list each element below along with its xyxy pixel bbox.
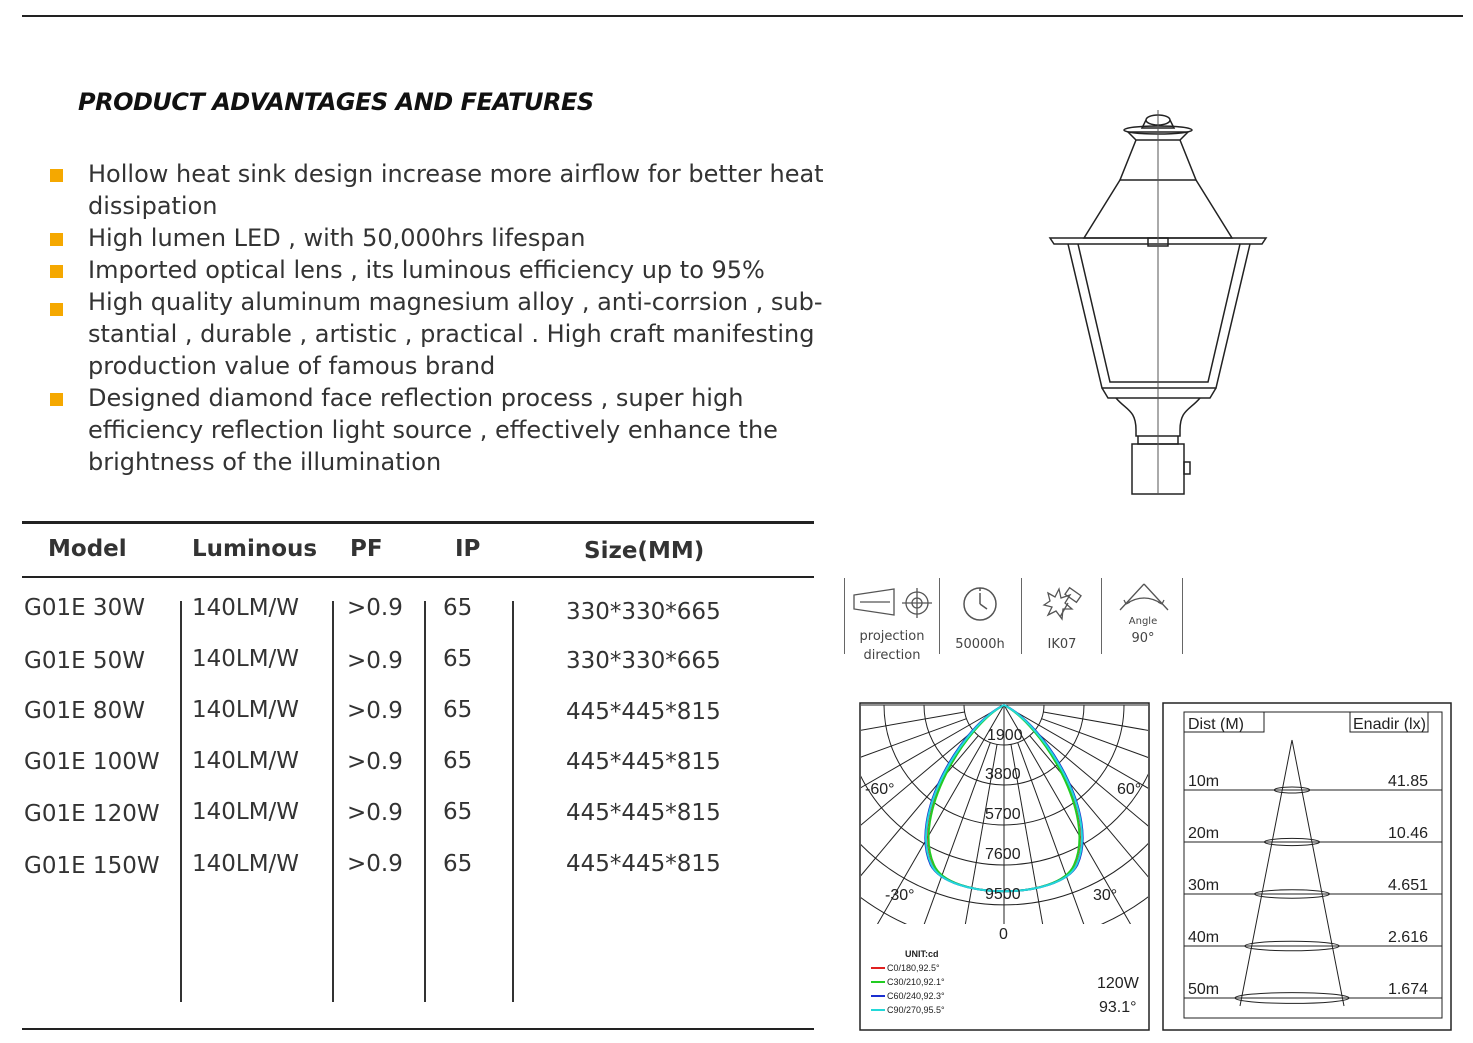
feature-item: [50, 286, 830, 382]
angle-label: Angle: [1128, 616, 1158, 627]
legend-c90: C90/270,95.5°: [887, 1005, 945, 1015]
table-top-rule: [22, 521, 814, 524]
cone-dist-label: 40m: [1188, 929, 1220, 946]
cell-luminous: 140LM/W: [192, 851, 300, 877]
bullet-square-icon: [50, 303, 63, 316]
angle-value: 90°: [1131, 631, 1155, 646]
dist-header: Dist (M): [1188, 716, 1244, 733]
cell-size: 445*445*815: [566, 699, 721, 725]
icon-divider: [1101, 578, 1102, 654]
lifespan-caption: 50000h: [955, 637, 1005, 652]
icon-divider: [1021, 578, 1022, 654]
cone-dist-label: 30m: [1188, 877, 1220, 894]
feature-item: [50, 254, 830, 286]
feature-item: [50, 382, 830, 478]
cell-luminous: 140LM/W: [192, 595, 300, 621]
cell-model: G01E 80W: [24, 698, 145, 724]
col-separator: [424, 601, 426, 1002]
ring-label-5700: 5700: [985, 806, 1021, 823]
cone-dist-label: 50m: [1188, 981, 1220, 998]
cell-ip: 65: [443, 595, 473, 621]
icon-divider: [844, 578, 845, 654]
angle-label-neg30: -30°: [885, 887, 915, 904]
section-title: PRODUCT ADVANTAGES AND FEATURES: [78, 88, 594, 116]
bullet-square-icon: [50, 169, 63, 182]
cell-pf: >0.9: [347, 648, 403, 674]
ring-label-9500: 9500: [985, 886, 1021, 903]
angle-label-pos60: 60°: [1117, 781, 1142, 798]
table-header-rule: [22, 576, 814, 578]
cell-luminous: 140LM/W: [192, 646, 300, 672]
feature-item: [50, 222, 830, 254]
cell-model: G01E 150W: [24, 853, 160, 879]
col-header-size: Size(MM): [584, 538, 705, 564]
cell-ip: 65: [443, 851, 473, 877]
col-header-model: Model: [48, 536, 127, 562]
legend-c0: C0/180,92.5°: [887, 963, 940, 973]
col-header-pf: PF: [350, 536, 383, 562]
cell-ip: 65: [443, 799, 473, 825]
icon-divider: [939, 578, 940, 654]
feature-text: Designed diamond face reflection process , super high efficiency reflection light source , effectively enhance the brightness of the illumination: [88, 384, 778, 476]
cell-size: 330*330*665: [566, 648, 721, 674]
legend-c60: C60/240,92.3°: [887, 991, 945, 1001]
ring-label-3800: 3800: [985, 766, 1021, 783]
cone-lux-label: 41.85: [1387, 773, 1428, 790]
street-lamp-drawing: [1040, 110, 1280, 505]
impact-hammer-icon: [1040, 585, 1084, 625]
feature-text: Imported optical lens , its luminous efficiency up to 95%: [88, 256, 765, 284]
cone-lux-label: 2.616: [1387, 929, 1428, 946]
power-label: 120W: [1097, 975, 1139, 992]
angle-label-pos30: 30°: [1093, 887, 1118, 904]
cell-pf: >0.9: [347, 800, 403, 826]
bullet-square-icon: [50, 233, 63, 246]
cell-luminous: 140LM/W: [192, 799, 300, 825]
cone-dist-label: 10m: [1188, 773, 1220, 790]
feature-text: High quality aluminum magnesium alloy , anti-corrsion , sub-stantial , durable , artistic , practical . High craft manifesting production value of famous brand: [88, 288, 823, 380]
enadir-header: Enadir (lx): [1353, 716, 1426, 733]
illuminance-cone-chart: [1162, 702, 1452, 1032]
bullet-square-icon: [50, 393, 63, 406]
angle-label-neg60: -60°: [865, 781, 895, 798]
cell-ip: 65: [443, 748, 473, 774]
projection-direction-icon: [850, 585, 936, 625]
bullet-square-icon: [50, 265, 63, 278]
beam-angle-label: 93.1°: [1099, 999, 1137, 1016]
cell-pf: >0.9: [347, 851, 403, 877]
cone-lux-label: 1.674: [1387, 981, 1428, 998]
angle-label-zero: 0: [999, 926, 1008, 943]
cone-lux-label: 10.46: [1387, 825, 1428, 842]
top-rule: [22, 15, 1463, 17]
col-separator: [180, 601, 182, 1002]
cell-size: 445*445*815: [566, 800, 721, 826]
table-bottom-rule: [22, 1028, 814, 1030]
col-header-ip: IP: [455, 536, 481, 562]
col-separator: [332, 601, 334, 1002]
cell-ip: 65: [443, 646, 473, 672]
feature-text: Hollow heat sink design increase more airflow for better heat dissipation: [88, 160, 824, 220]
cone-dist-label: 20m: [1188, 825, 1220, 842]
icon-divider: [1182, 578, 1183, 654]
cone-lux-label: 4.651: [1387, 877, 1428, 894]
cell-model: G01E 30W: [24, 595, 145, 621]
cell-ip: 65: [443, 697, 473, 723]
feature-text: High lumen LED , with 50,000hrs lifespan: [88, 224, 586, 252]
projection-caption-line1: projection: [859, 629, 925, 644]
cell-size: 445*445*815: [566, 749, 721, 775]
cell-luminous: 140LM/W: [192, 748, 300, 774]
cell-model: G01E 50W: [24, 648, 145, 674]
unit-label: UNIT:cd: [905, 949, 939, 959]
polar-light-distribution-chart: [859, 702, 1150, 1032]
impact-caption: IK07: [1047, 637, 1077, 652]
cell-pf: >0.9: [347, 749, 403, 775]
clock-icon: [960, 584, 1000, 624]
cell-pf: >0.9: [347, 698, 403, 724]
cell-size: 330*330*665: [566, 599, 721, 625]
cell-luminous: 140LM/W: [192, 697, 300, 723]
feature-item: [50, 158, 830, 222]
cell-size: 445*445*815: [566, 851, 721, 877]
ring-label-7600: 7600: [985, 846, 1021, 863]
cell-model: G01E 100W: [24, 749, 160, 775]
projection-caption-line2: direction: [863, 648, 921, 663]
legend-c30: C30/210,92.1°: [887, 977, 945, 987]
beam-angle-icon: [1114, 580, 1174, 616]
ring-label-1900: 1900: [987, 727, 1023, 744]
col-separator: [512, 601, 514, 1002]
col-header-luminous: Luminous: [192, 536, 318, 562]
cell-model: G01E 120W: [24, 801, 160, 827]
cell-pf: >0.9: [347, 595, 403, 621]
